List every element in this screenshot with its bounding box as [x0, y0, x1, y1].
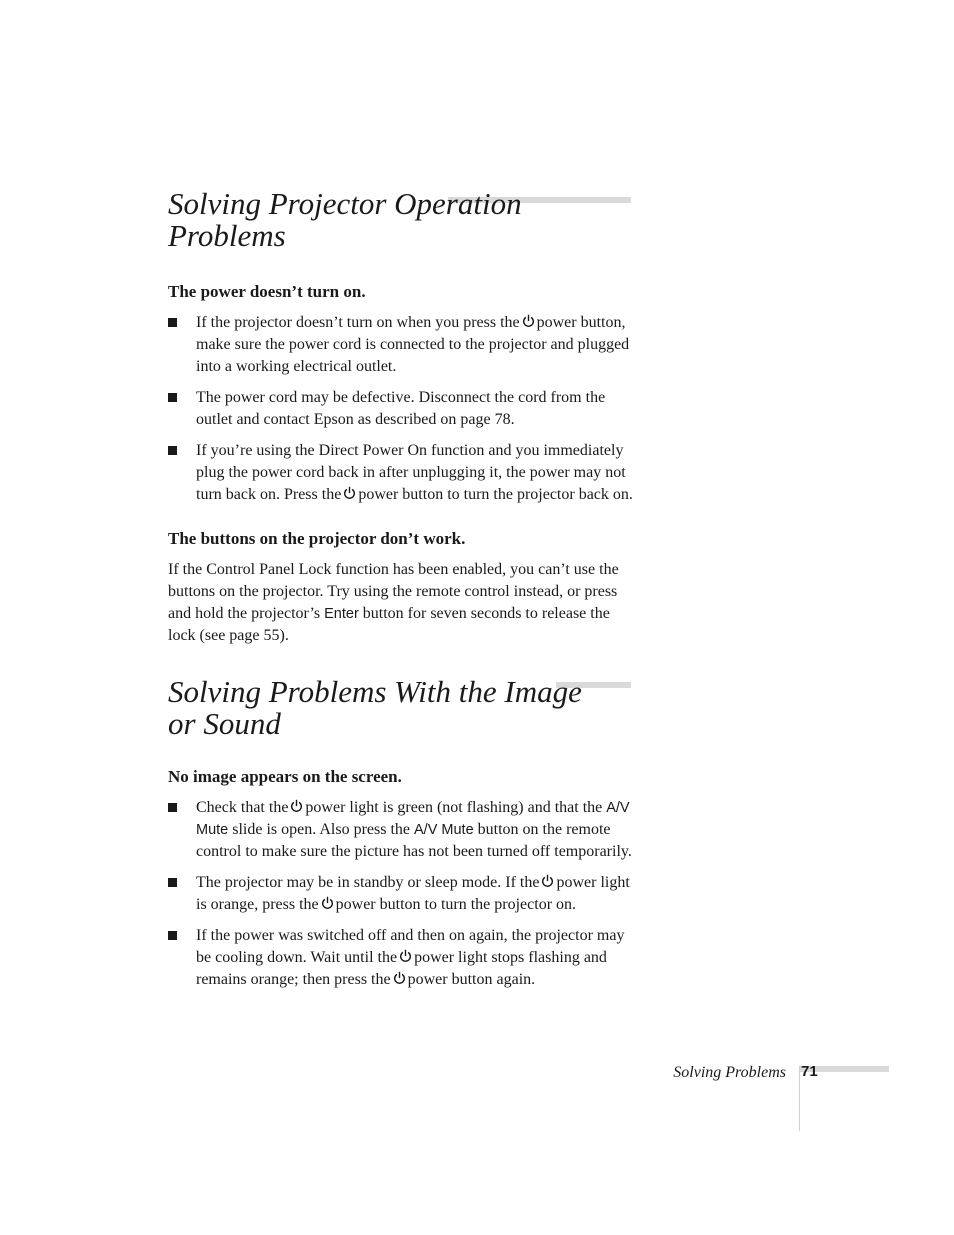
- list-item: [168, 387, 634, 431]
- bullet-text: If you’re using the Direct Power On function and you immediately plug the power cord back in after unplugging it, the power may not turn back on. Press the: [196, 442, 626, 503]
- list-item: [168, 925, 634, 991]
- footer-divider: [799, 1066, 800, 1131]
- bullet-text: power button, make sure the power cord is connected to the projector and plugged into a working electrical outlet.: [196, 314, 630, 375]
- power-icon: [321, 896, 334, 910]
- bullet-text: If the power was switched off and then on again, the projector may be cooling down. Wait until the: [196, 927, 625, 966]
- bullet-square-icon: [168, 318, 177, 327]
- section-1: [168, 188, 634, 647]
- bullet-list: [168, 797, 634, 991]
- section-title: Solving Projector Operation Problems: [168, 186, 522, 253]
- bullet-list: [168, 312, 634, 506]
- bullet-text: button on the remote control to make sure the picture has not been turned off temporarily.: [196, 821, 632, 860]
- power-icon: [393, 971, 406, 985]
- bullet-text: The projector may be in standby or sleep mode. If the: [196, 874, 540, 891]
- power-icon: [290, 799, 303, 813]
- power-icon: [522, 314, 535, 328]
- section-title: [168, 676, 634, 740]
- bullet-square-icon: [168, 446, 177, 455]
- list-item: [168, 440, 634, 506]
- section-2: [168, 676, 634, 1000]
- bullet-text: If the projector doesn’t turn on when you press the: [196, 314, 520, 331]
- bullet-text: power light is orange, press the: [196, 874, 630, 913]
- bullet-text: power button again.: [407, 971, 536, 988]
- subsection-heading: No image appears on the screen.: [168, 767, 402, 786]
- bullet-text: Check that the: [196, 799, 289, 816]
- paragraph-text: button for seven seconds to release the lock (see page 55).: [168, 605, 610, 644]
- power-icon: [541, 874, 554, 888]
- section-title-line: or Sound: [168, 706, 281, 741]
- bullet-text: The power cord may be defective. Disconnect the cord from the outlet and contact Epson as described on page 78.: [196, 389, 606, 428]
- bullet-text: power light is green (not flashing) and that the: [305, 799, 603, 816]
- page-number: 71: [801, 1063, 818, 1080]
- av-mute-key-label: A/V Mute: [196, 800, 630, 838]
- bullet-square-icon: [168, 803, 177, 812]
- list-item: [168, 872, 634, 916]
- bullet-text: power button to turn the projector on.: [335, 896, 577, 913]
- power-icon: [343, 486, 356, 500]
- bullet-text: power button to turn the projector back on.: [358, 486, 633, 503]
- enter-key-label: Enter: [324, 606, 359, 622]
- section-title-line: Solving Problems With the Image: [168, 674, 582, 709]
- paragraph-text: If the Control Panel Lock function has been enabled, you can’t use the buttons on the projector. Try using the remote control instead, or press and hold the projector’s: [168, 561, 619, 622]
- subsection-heading: The power doesn’t turn on.: [168, 282, 366, 301]
- av-mute-key-label: A/V Mute: [414, 822, 474, 838]
- bullet-square-icon: [168, 931, 177, 940]
- list-item: [168, 797, 634, 863]
- footer-section-title: Solving Problems: [673, 1064, 786, 1081]
- subsection-heading: The buttons on the projector don’t work.: [168, 529, 466, 548]
- list-item: [168, 312, 634, 378]
- paragraph: [168, 559, 634, 647]
- bullet-text: slide is open. Also press the: [232, 821, 411, 838]
- power-icon: [399, 949, 412, 963]
- bullet-square-icon: [168, 393, 177, 402]
- bullet-square-icon: [168, 878, 177, 887]
- bullet-text: power light stops flashing and remains orange; then press the: [196, 949, 607, 988]
